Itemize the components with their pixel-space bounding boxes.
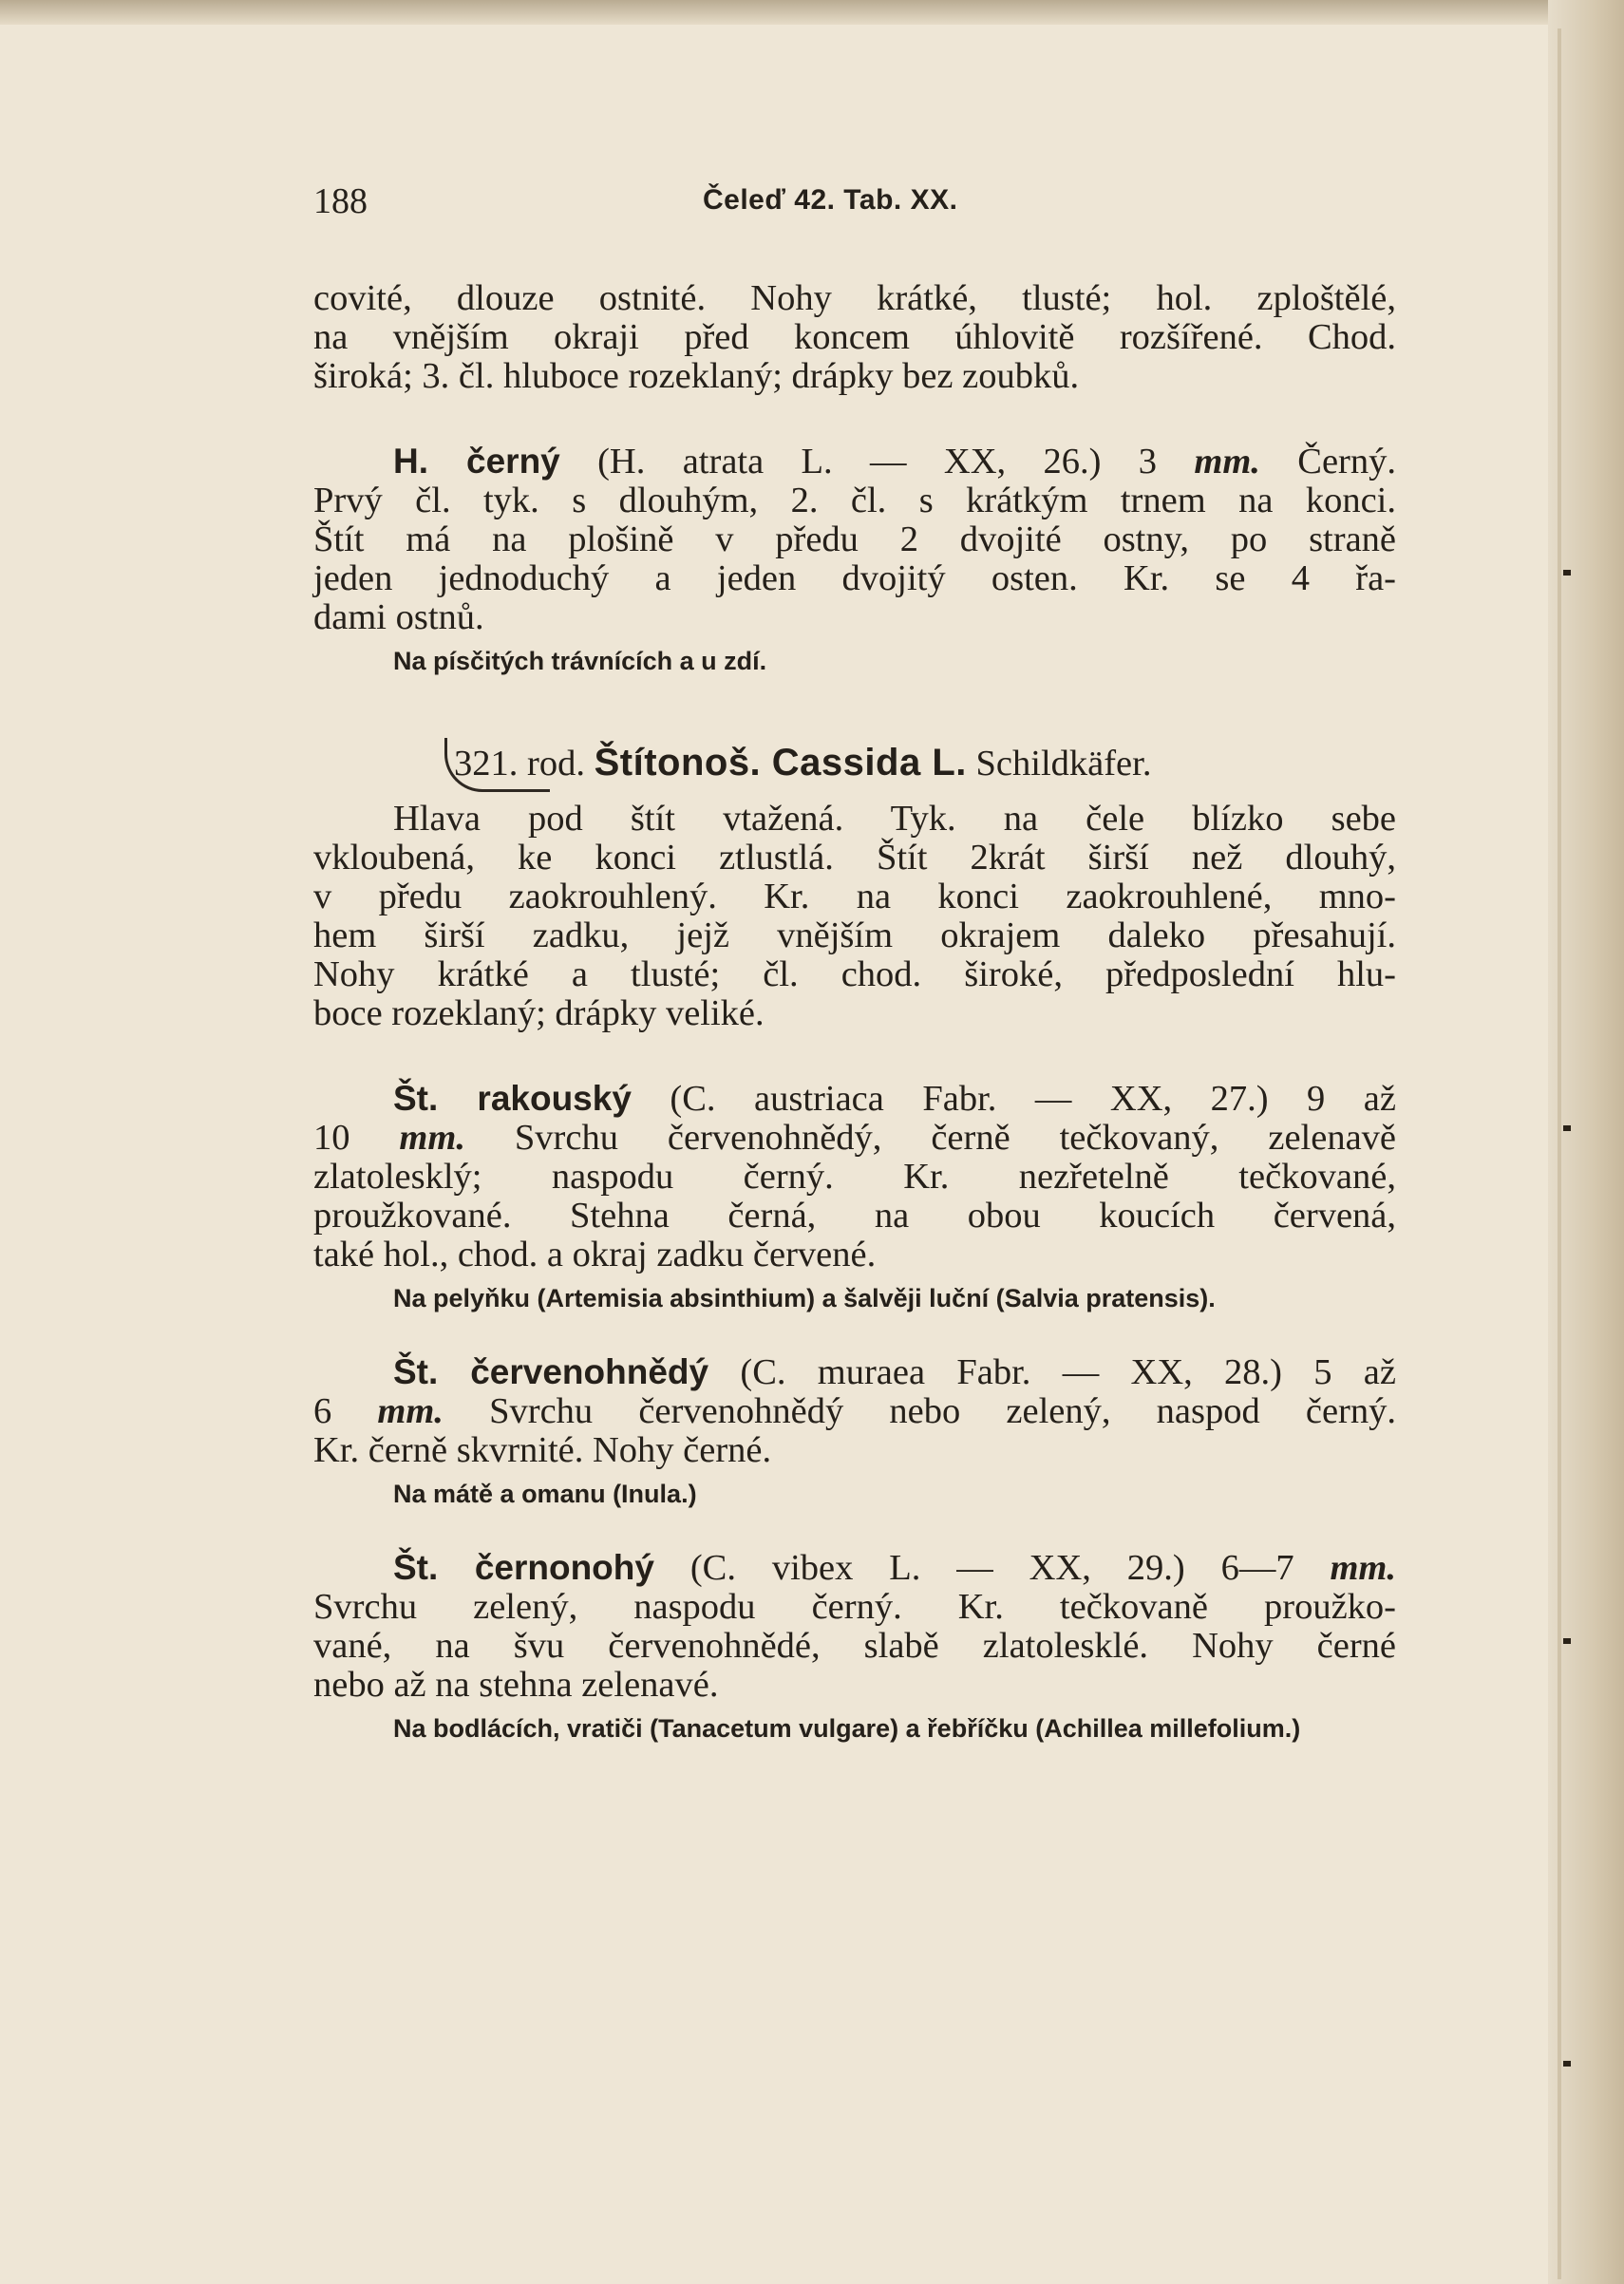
genus-number: 321. (454, 744, 519, 783)
text-line: Prvý čl. tyk. s dlouhým, 2. čl. s krátkým trnem na konci. (313, 481, 1396, 520)
unit-mm: mm. (399, 1118, 465, 1158)
binding-fold-line (1558, 28, 1561, 2279)
species-citation: (H. atrata L. — XX, 26.) 3 (559, 442, 1195, 481)
species-size: 6 (313, 1391, 378, 1431)
genus-rank: rod. (518, 744, 595, 783)
margin-mark (1563, 2061, 1571, 2067)
species-heading-line (313, 442, 1396, 481)
species-name: Št. černonohý (393, 1548, 654, 1587)
genus-heading (454, 742, 1396, 784)
text-line: vkloubená, ke konci ztlustlá. Štít 2krát širší než dlouhý, (313, 838, 1396, 878)
text-line: hem širší zadku, jejž vnějším okrajem daleko přesahují. (313, 915, 1396, 955)
page-content (313, 180, 1396, 1746)
species-entry-h-cerny (313, 442, 1396, 637)
species-name: Št. rakouský (393, 1079, 632, 1118)
species-citation: (C. vibex L. — XX, 29.) 6—7 (653, 1548, 1331, 1588)
unit-mm: mm. (1194, 442, 1260, 481)
text-line: covité, dlouze ostnité. Nohy krátké, tlusté; hol. zploštělé, (313, 278, 1396, 318)
species-name: H. černý (393, 442, 560, 481)
species-name: Št. červenohnědý (393, 1352, 709, 1391)
margin-mark (1563, 1125, 1571, 1131)
running-head: Čeleď 42. Tab. XX. (703, 184, 958, 216)
species-heading-line (313, 1548, 1396, 1588)
text-line: proužkované. Stehna černá, na obou koucích červená, (313, 1196, 1396, 1236)
page-number: 188 (313, 181, 368, 221)
text-line: také hol., chod. a okraj zadku červené. (313, 1235, 877, 1274)
text-line (313, 1392, 1396, 1431)
margin-mark (1563, 1638, 1571, 1644)
text-line: vané, na švu červenohnědé, slabě zlatolesklé. Nohy černé (313, 1626, 1396, 1666)
text-line: zlatolesklý; naspodu černý. Kr. nezřetelně tečkované, (313, 1157, 1396, 1197)
genus-description (313, 800, 1396, 1033)
habitat-note: Na písčitých trávnících a u zdí. (393, 647, 767, 675)
habitat-note: Na pelyňku (Artemisia absinthium) a šalvěji luční (Salvia pratensis). (393, 1284, 1216, 1312)
text-line: v předu zaokrouhlený. Kr. na konci zaokrouhlené, mno- (313, 877, 1396, 916)
page-header (313, 180, 1396, 237)
species-entry-st-rakousky (313, 1079, 1396, 1274)
species-text: Černý. (1259, 442, 1396, 481)
species-text: Svrchu červenohnědý nebo zelený, naspod černý. (443, 1391, 1396, 1431)
species-citation: (C. muraea Fabr. — XX, 28.) 5 až (708, 1352, 1396, 1392)
habitat-note: Na bodlácích, vratiči (Tanacetum vulgare) a řebříčku (Achillea millefolium.) (393, 1714, 1301, 1743)
text-line: na vnějším okraji před koncem úhlovitě rozšířené. Chod. (313, 317, 1396, 357)
species-size: 10 (313, 1118, 400, 1158)
margin-mark (1563, 570, 1571, 576)
species-entry-st-cernonohy (313, 1548, 1396, 1705)
text-line: široká; 3. čl. hluboce rozeklaný; drápky bez zoubků. (313, 356, 1080, 396)
text-line: Svrchu zelený, naspodu černý. Kr. tečkovaně proužko- (313, 1587, 1396, 1627)
species-heading-line (313, 1079, 1396, 1119)
species-text: Svrchu červenohnědý, černě tečkovaný, zelenavě (464, 1118, 1396, 1158)
species-heading-line (313, 1352, 1396, 1392)
text-line: Kr. černě skvrnité. Nohy černé. (313, 1430, 772, 1470)
text-line (313, 1119, 1396, 1158)
text-line: jeden jednoduchý a jeden dvojitý osten. Kr. se 4 řa- (313, 558, 1396, 598)
text-line: Štít má na plošině v předu 2 dvojité ostny, po straně (313, 519, 1396, 559)
species-citation: (C. austriaca Fabr. — XX, 27.) 9 až (631, 1079, 1396, 1119)
habitat-note: Na mátě a omanu (Inula.) (393, 1480, 697, 1508)
unit-mm: mm. (1330, 1548, 1396, 1588)
genus-german-name: Schildkäfer. (966, 744, 1152, 783)
text-line: boce rozeklaný; drápky veliké. (313, 993, 765, 1033)
text-line: dami ostnů. (313, 597, 484, 637)
pencil-circle-mark (444, 738, 550, 792)
unit-mm: mm. (377, 1391, 444, 1431)
page-top-edge (0, 0, 1624, 25)
species-entry-st-cervenohnedy (313, 1352, 1396, 1470)
text-line: nebo až na stehna zelenavé. (313, 1665, 719, 1705)
text-line: Nohy krátké a tlusté; čl. chod. široké, předposlední hlu- (313, 954, 1396, 994)
intro-paragraph (313, 279, 1396, 396)
genus-name: Štítonoš. Cassida L. (594, 742, 967, 783)
text-line: Hlava pod štít vtažená. Tyk. na čele blízko sebe (393, 799, 1396, 839)
